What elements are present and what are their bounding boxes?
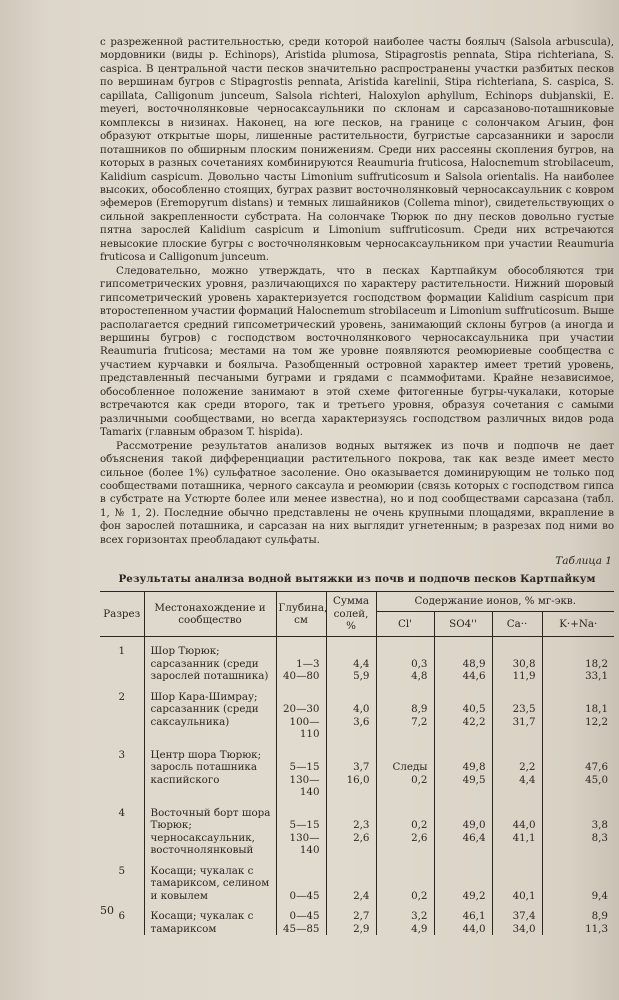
kna-value: 9,4 xyxy=(591,889,608,902)
cl-cell xyxy=(376,683,434,741)
paragraph-2: Следовательно, можно утверждать, что в песках Картпайкум обособляются три гипсометрических уровня, различающихся по характеру растительности. Нижний шоровый гипсометрический уровень характеризуется господством формации Kalidium caspicum при второстепенном участии формаций Halocnemum strobilaceum и Limonium suffruticosum. Выше располагается средний гипсометрический уровень, занимающий склоны бугров (а иногда и вершины бугров) с господством восточнолянкового черносаксаульника при участии Reaumuria fruticosa; местами на том же уровне появляются реомюриевые сообщества с участием курчавки и боялыча. Разобщенный островной характер имеет третий уровень, представленный песчаными буграми и грядами с псаммофитами. Крайне независимое, обособленное положение занимают в этой схеме фитогенные бугры-чукалаки, которые встречаются как среди второго, так и третьего уровня, образуя сочетания с самыми различными сообществами, но всегда характеризуясь господством различных видов рода Tamarix (главным образом T. hispida). xyxy=(100,264,614,439)
salts-value: 2,6 xyxy=(353,831,370,844)
table-row xyxy=(100,799,614,857)
salts-cell xyxy=(326,683,376,741)
salts-value: 2,3 xyxy=(353,819,370,832)
cl-value: 2,6 xyxy=(411,831,428,844)
salts-cell xyxy=(326,857,376,903)
location-cell: Косащи; чукалак с тамариксом, селином и ковылем xyxy=(144,857,276,903)
table-caption: Результаты анализа водной вытяжки из почв и подпочв песков Картпайкум xyxy=(118,573,596,586)
depth-value: 5—15 xyxy=(289,819,320,832)
ca-value: 4,4 xyxy=(519,773,536,786)
ca-value: 40,1 xyxy=(512,889,536,902)
table-row xyxy=(100,683,614,741)
depth-cell xyxy=(276,857,326,903)
kna-value: 12,2 xyxy=(585,715,608,728)
kna-value: 47,6 xyxy=(585,761,608,774)
kna-cell xyxy=(542,799,614,857)
section-cell: 5 xyxy=(118,864,126,877)
location-cell: Восточный борт шора Тюрюк; черносаксаульник, восточнолянковый xyxy=(144,799,276,857)
depth-value: 0—45 xyxy=(289,910,320,923)
salts-value: 2,9 xyxy=(353,922,370,935)
depth-cell xyxy=(276,637,326,683)
header-ca: Ca·· xyxy=(492,611,542,637)
salts-value: 4,4 xyxy=(353,657,370,670)
kna-value: 3,8 xyxy=(591,819,608,832)
ca-cell xyxy=(492,683,542,741)
cl-cell xyxy=(376,741,434,799)
depth-value: 5—15 xyxy=(289,761,320,774)
so4-value: 46,4 xyxy=(462,831,486,844)
so4-value: 42,2 xyxy=(462,715,486,728)
kna-cell xyxy=(542,902,614,935)
kna-cell xyxy=(542,637,614,683)
so4-cell xyxy=(434,741,492,799)
cl-value: 7,2 xyxy=(411,715,428,728)
so4-value: 49,2 xyxy=(462,889,486,902)
cl-value: 0,2 xyxy=(411,889,428,902)
ca-value: 44,0 xyxy=(512,819,536,832)
salts-cell xyxy=(326,637,376,683)
depth-cell xyxy=(276,741,326,799)
cl-value: 4,9 xyxy=(411,922,428,935)
location-cell: Шор Кара-Шимрау; сарсазанник (среди саксаульника) xyxy=(144,683,276,741)
location-cell: Шор Тюрюк; сарсазанник (среди зарослей поташника) xyxy=(144,637,276,683)
so4-cell xyxy=(434,683,492,741)
so4-value: 49,5 xyxy=(462,773,486,786)
ca-value: 30,8 xyxy=(512,657,536,670)
salts-value: 3,6 xyxy=(353,715,370,728)
results-table xyxy=(100,591,614,935)
salts-cell xyxy=(326,741,376,799)
table-row xyxy=(100,637,614,683)
so4-cell xyxy=(434,799,492,857)
salts-value: 3,7 xyxy=(353,761,370,774)
ca-cell xyxy=(492,741,542,799)
so4-cell xyxy=(434,637,492,683)
kna-value: 8,3 xyxy=(591,831,608,844)
depth-cell xyxy=(276,902,326,935)
table-row xyxy=(100,902,614,935)
cl-value: 8,9 xyxy=(411,703,428,716)
ca-value: 11,9 xyxy=(512,670,536,683)
header-cl: Cl' xyxy=(376,611,434,637)
paragraph-3: Рассмотрение результатов анализов водных вытяжек из почв и подпочв не дает объяснения такой дифференциации растительного покрова, так как везде имеет место сильное (более 1%) сульфатное засоление. Оно оказывается доминирующим не только под сообществами поташника, черного саксаула и реомюрии (связь которых с господством гипса в субстрате на Устюрте более или менее известна), но и под сообществами сарсазана (табл. 1, № 1, 2). Последние обычно представлены не очень крупными площадями, вкрапление в фон зарослей поташника, и сарсазан на них выглядит угнетенным; в разрезах под ними во всех горизонтах преобладают сульфаты. xyxy=(100,439,614,546)
so4-value: 49,0 xyxy=(462,819,486,832)
location-cell: Центр шора Тюрюк; заросль поташника каспийского xyxy=(144,741,276,799)
salts-value: 4,0 xyxy=(353,703,370,716)
ca-cell xyxy=(492,637,542,683)
location-cell: Косащи; чукалак с тамариксом xyxy=(144,902,276,935)
ca-value: 31,7 xyxy=(512,715,536,728)
section-cell: 6 xyxy=(118,910,126,923)
header-section: Разрез xyxy=(100,592,144,637)
table-body xyxy=(100,637,614,936)
table-row xyxy=(100,741,614,799)
kna-value: 18,1 xyxy=(585,703,608,716)
kna-value: 18,2 xyxy=(585,657,608,670)
text-column xyxy=(100,36,614,935)
kna-value: 45,0 xyxy=(585,773,608,786)
salts-value: 5,9 xyxy=(353,670,370,683)
cl-cell xyxy=(376,902,434,935)
section-cell: 1 xyxy=(118,645,126,658)
cl-value: 0,2 xyxy=(411,773,428,786)
depth-cell xyxy=(276,683,326,741)
ca-value: 2,2 xyxy=(519,761,536,774)
ca-value: 37,4 xyxy=(512,910,536,923)
so4-value: 44,0 xyxy=(462,922,486,935)
so4-value: 48,9 xyxy=(462,657,486,670)
depth-value: 1—3 xyxy=(296,657,320,670)
cl-value: 0,3 xyxy=(411,657,428,670)
ca-value: 41,1 xyxy=(512,831,536,844)
header-ions-group: Содержание ионов, % мг-экв. xyxy=(376,592,614,612)
salts-cell xyxy=(326,902,376,935)
cl-cell xyxy=(376,799,434,857)
page-number: 50 xyxy=(100,904,114,917)
so4-value: 40,5 xyxy=(462,703,486,716)
depth-value: 130—140 xyxy=(289,831,320,857)
table-row xyxy=(100,857,614,903)
depth-cell xyxy=(276,799,326,857)
salts-cell xyxy=(326,799,376,857)
depth-value: 100—110 xyxy=(289,715,320,741)
depth-value: 0—45 xyxy=(289,889,320,902)
kna-value: 33,1 xyxy=(585,670,608,683)
kna-cell xyxy=(542,857,614,903)
ca-value: 23,5 xyxy=(512,703,536,716)
cl-cell xyxy=(376,857,434,903)
salts-value: 2,7 xyxy=(353,910,370,923)
ca-value: 34,0 xyxy=(512,922,536,935)
section-cell: 3 xyxy=(118,748,126,761)
header-salts: Сумма солей, % xyxy=(326,592,376,637)
so4-value: 46,1 xyxy=(462,910,486,923)
so4-value: 49,8 xyxy=(462,761,486,774)
cl-value: Следы xyxy=(392,761,428,774)
depth-value: 40—80 xyxy=(282,670,320,683)
cl-value: 3,2 xyxy=(411,910,428,923)
depth-value: 130—140 xyxy=(289,773,320,799)
table-number: Таблица 1 xyxy=(555,555,612,568)
cl-value: 4,8 xyxy=(411,670,428,683)
so4-cell xyxy=(434,902,492,935)
section-cell: 4 xyxy=(118,806,126,819)
depth-value: 45—85 xyxy=(282,922,320,935)
header-depth: Глубина, см xyxy=(276,592,326,637)
header-so4: SO4'' xyxy=(434,611,492,637)
kna-cell xyxy=(542,683,614,741)
cl-cell xyxy=(376,637,434,683)
ca-cell xyxy=(492,857,542,903)
section-cell: 2 xyxy=(118,690,126,703)
cl-value: 0,2 xyxy=(411,819,428,832)
kna-value: 11,3 xyxy=(585,922,608,935)
depth-value: 20—30 xyxy=(282,703,320,716)
header-location: Местонахождение и сообщество xyxy=(144,592,276,637)
salts-value: 16,0 xyxy=(346,773,370,786)
header-kna: K·+Na· xyxy=(542,611,614,637)
so4-value: 44,6 xyxy=(462,670,486,683)
so4-cell xyxy=(434,857,492,903)
salts-value: 2,4 xyxy=(353,889,370,902)
ca-cell xyxy=(492,799,542,857)
kna-value: 8,9 xyxy=(591,910,608,923)
kna-cell xyxy=(542,741,614,799)
ca-cell xyxy=(492,902,542,935)
paragraph-1: с разреженной растительностью, среди которой наиболее часты боялыч (Salsola arbuscula), мордовники (виды р. Echinops), Aristida plumosa, Stipagrostis pennata, Stipa richteriana, S. caspica. В центральной части песков значительно распространены участки разбитых песков по вершинам бугров с Stipagrostis pennata, Aristida karelinii, Stipa richteriana, S. caspica, S. capillata, Calligonum junceum, Salsola richteri, Haloxylon aphyllum, Echinops dubjanskii, E. meyeri, восточнолянковые черносаксаульники по склонам и сарсазаново-поташниковые комплексы в низинах. Наконец, на юге песков, на границе с солончаком Агыин, фон образуют открытые шоры, лишенные растительности, бугристые сарсазанники и заросли поташников по обширным плоским понижениям. Среди них рассеяны скопления бугров, на которых в разных сочетаниях комбинируются Reaumuria fruticosa, Halocnemum strobilaceum, Kalidium caspicum. Довольно часты Limonium suffruticosum и Salsola orientalis. На наиболее высоких, обособленно стоящих, буграх развит восточнолянковый черносаксаульник с ковром эфемеров (Eremopyrum distans) и темных лишайников (Collema minor), свидетельствующих о сильной закрепленности субстрата. На солончаке Тюрюк по дну песков довольно густые пятна зарослей Kalidium caspicum и Limonium suffruticosum. Среди них встречаются невысокие плоские бугры с восточнолянковым черносаксаульником при участии Reaumuria fruticosa и Calligonum junceum. xyxy=(100,36,614,264)
